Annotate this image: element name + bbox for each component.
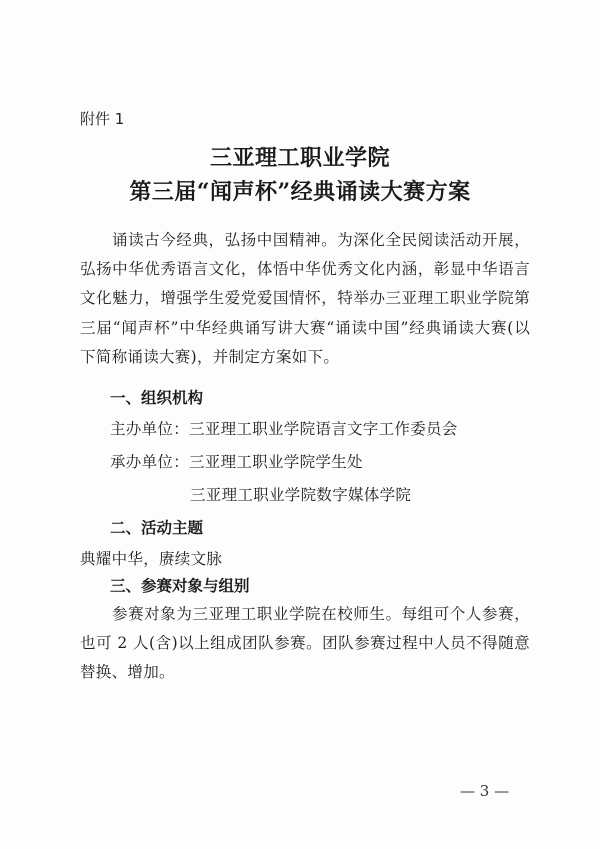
document-title-line2: 第三届“闻声杯”经典诵读大赛方案 (129, 179, 471, 205)
participants-paragraph: 参赛对象为三亚理工职业学院在校师生。每组可个人参赛，也可 2 人(含)以上组成团队参赛。团队参赛过程中人员不得随意替换、增加。 (80, 605, 530, 682)
page-number: — 3 — (460, 782, 510, 800)
attachment-label: 附件 1 (80, 110, 125, 128)
organizer-unit: 承办单位：三亚理工职业学院学生处 (110, 453, 363, 471)
intro-paragraph: 诵读古今经典，弘扬中国精神。为深化全民阅读活动开展，弘扬中华优秀语言文化，体悟中华优秀文化内涵，彰显中华语言文化魅力，增强学生爱党爱国情怀，特举办三亚理工职业学院第三届“闻声杯”中华经典诵写讲大赛“诵读中国”经典诵读大赛(以下简称诵读大赛)，并制定方案如下。 (80, 231, 530, 366)
section-heading-participants: 三、参赛对象与组别 (110, 577, 250, 595)
host-unit: 主办单位：三亚理工职业学院语言文字工作委员会 (110, 420, 458, 438)
section-heading-organization: 一、组织机构 (110, 389, 204, 407)
document-title-line1: 三亚理工职业学院 (209, 145, 390, 171)
organizer-unit-2: 三亚理工职业学院数字媒体学院 (190, 486, 412, 504)
theme-text: 典耀中华，赓续文脉 (80, 550, 223, 568)
section-heading-theme: 二、活动主题 (110, 519, 204, 537)
